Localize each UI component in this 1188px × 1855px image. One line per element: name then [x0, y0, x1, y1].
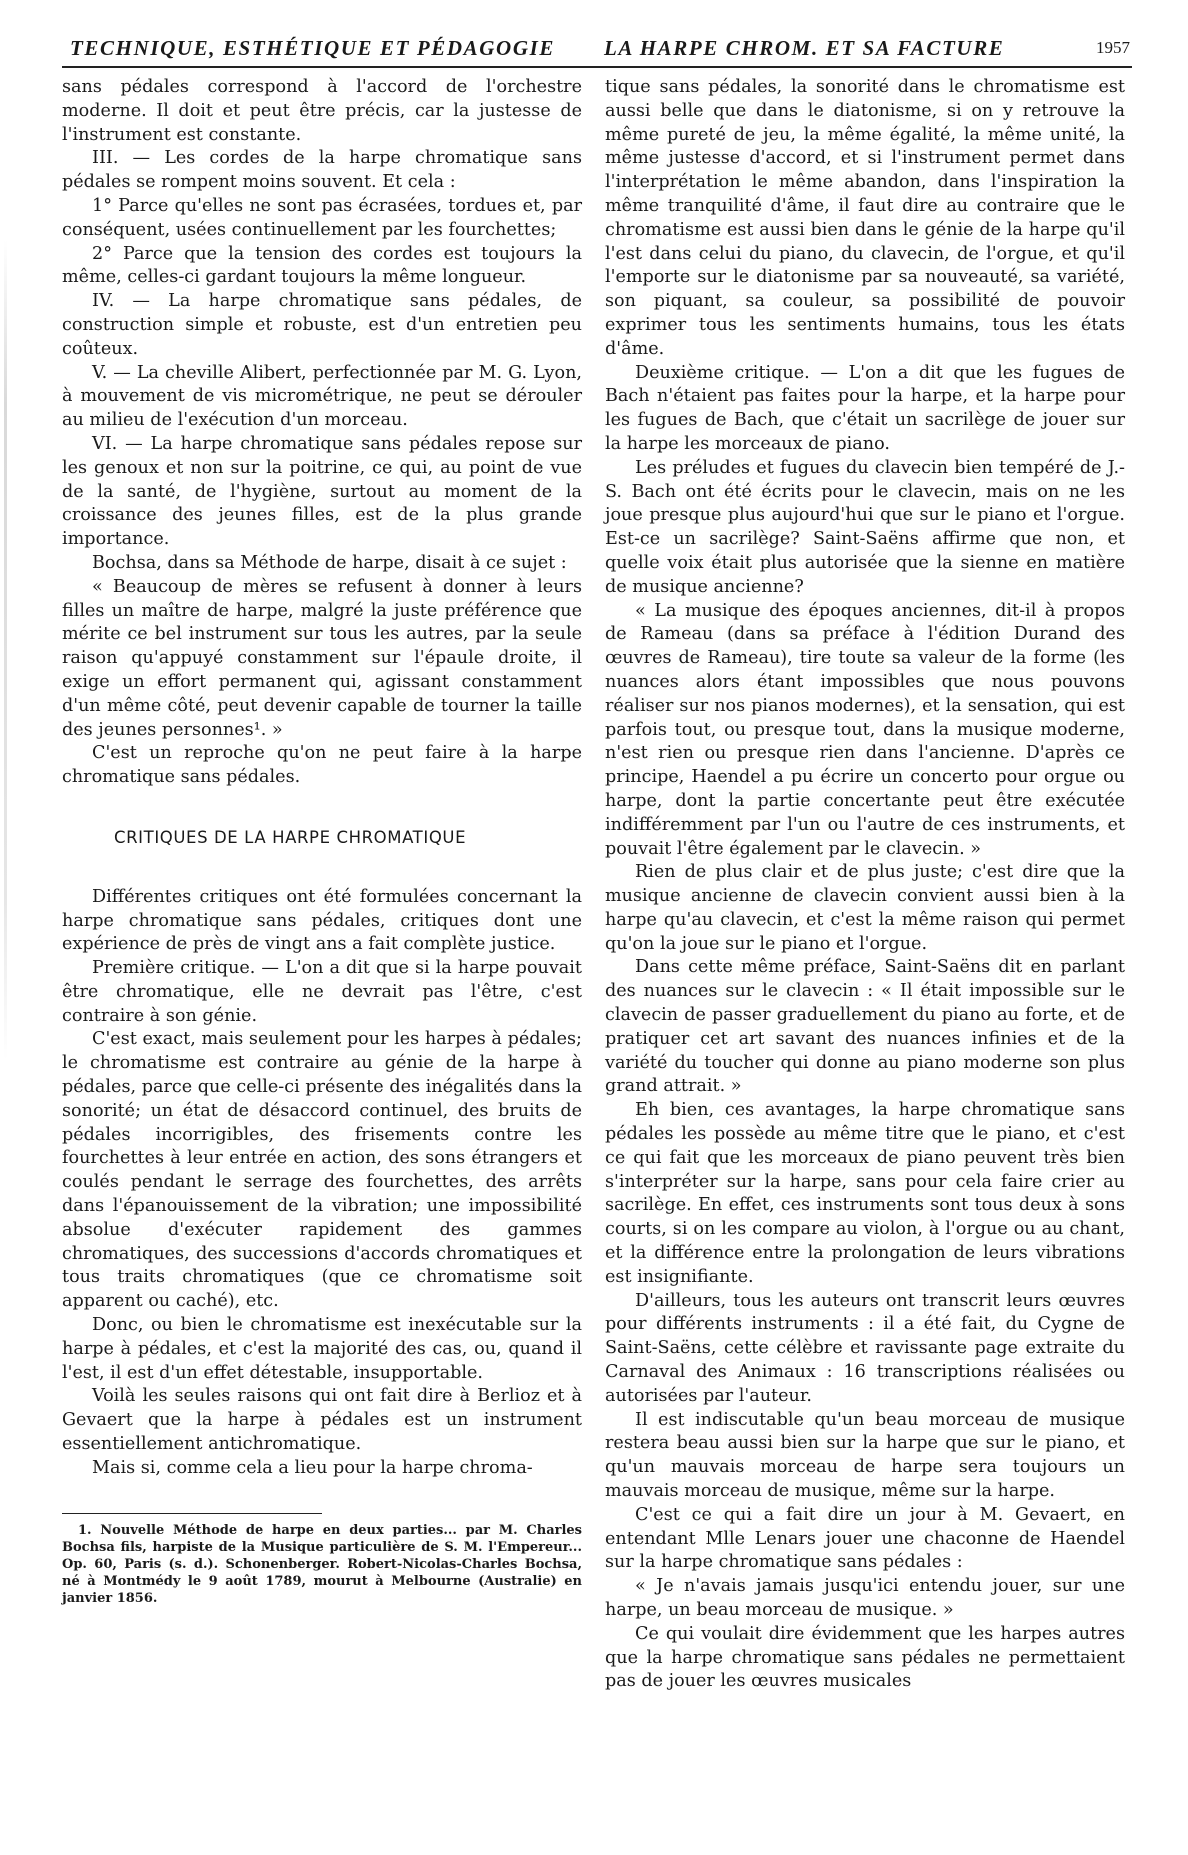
- footnote: [62, 1522, 582, 1607]
- paragraph: C'est ce qui a fait dire un jour à M. Gevaert, en entendant Mlle Lenars jouer une chaconne de Haendel sur la harpe chromatique sans pédales :: [605, 1504, 1125, 1573]
- page-edge-shadow: [4, 240, 7, 1060]
- quotation: « Beaucoup de mères se refusent à donner à leurs filles un maître de harpe, malgré la juste préférence que mérite ce bel instrument sur tous les autres, par la seule raison qu'appuyé constamment sur l'épaule droite, il exige un effort permanent qui, agissant constamment d'un même côté, peut devenir capable de tourner la taille des jeunes personnes¹. »: [62, 576, 582, 740]
- header-rule: [62, 66, 1132, 68]
- paragraph: Différentes critiques ont été formulées concernant la harpe chromatique sans pédales, critiques dont une expérience de près de vingt ans a fait complète justice.: [62, 886, 582, 955]
- paragraph: Deuxième critique. — L'on a dit que les fugues de Bach n'étaient pas faites pour la harpe, et la harpe pour les fugues de Bach, que c'était un sacrilège de jouer sur la harpe les morceaux de piano.: [605, 362, 1125, 454]
- paragraph: Voilà les seules raisons qui ont fait dire à Berlioz et à Gevaert que la harpe à pédales est un instrument essentiellement antichromatique.: [62, 1386, 582, 1455]
- paragraph: VI. — La harpe chromatique sans pédales repose sur les genoux et non sur la poitrine, ce qui, au point de vue de la santé, de l'hygiène, surtout au moment de la croissance des jeunes filles, est de la plus grande importance.: [62, 433, 582, 550]
- paragraph: 2° Parce que la tension des cordes est toujours la même, celles-ci gardant toujours la même longueur.: [62, 243, 582, 288]
- paragraph: 1° Parce qu'elles ne sont pas écrasées, tordues et, par conséquent, usées continuellement par les fourchettes;: [62, 195, 582, 240]
- quotation: « La musique des époques anciennes, dit-il à propos de Rameau (dans sa préface à l'édition Durand des œuvres de Rameau), tire toute sa valeur de la forme (les nuances alors étant impossibles que nous pouvons réaliser sur nos pianos modernes), et la sensation, qui est parfois tout, ou presque tout, dans la musique moderne, n'est rien ou presque rien dans l'ancienne. D'après ce principe, Haendel a pu écrire un concerto pour orgue ou harpe, dont la partie concertante peut être exécutée indifféremment par l'un ou l'autre de ces instruments, et pouvait l'être également par le clavecin. »: [605, 600, 1125, 859]
- paragraph: Dans cette même préface, Saint-Saëns dit en parlant des nuances sur le clavecin : « Il était impossible sur le clavecin de passer graduellement du piano au forte, et de pratiquer cet art savant des nuances infinies et de la variété du toucher qui donne au piano moderne son plus grand attrait. »: [605, 957, 1125, 1097]
- paragraph: C'est exact, mais seulement pour les harpes à pédales; le chromatisme est contraire au génie de la harpe à pédales, parce que celle-ci présente des inégalités dans la sonorité; un état de désaccord continuel, des bruits de pédales incorrigibles, des frisements contre les fourchettes à leur entrée en action, des sons étrangers et coulés pendant le serrage des fourchettes, des arrêts dans l'épanouissement de la vibration; une impossibilité absolue d'exécuter rapidement des gammes chromatiques, des successions d'accords chromatiques et tous traits chromatiques (que ce chromatisme soit apparent ou caché), etc.: [62, 1029, 582, 1312]
- footnote-rule: [62, 1513, 322, 1514]
- paragraph: tique sans pédales, la sonorité dans le chromatisme est aussi belle que dans le diatonisme, si on y retrouve la même pureté de jeu, la même égalité, la même unité, la même justesse d'accord, et si l'instrument permet dans l'interprétation le même abandon, dans l'inspiration la même tranquilité d'âme, il faut dire au contraire que le chromatisme est aussi bien dans le génie de la harpe qu'il l'est dans celui du piano, du clavecin, de l'orgue, et qu'il l'emporte sur le diatonisme par sa nouveauté, sa variété, son piquant, sa couleur, sa possibilité de pouvoir exprimer tous les sentiments humains, tous les états d'âme.: [605, 77, 1125, 359]
- paragraph: Bochsa, dans sa Méthode de harpe, disait à ce sujet :: [92, 552, 567, 573]
- paragraph: D'ailleurs, tous les auteurs ont transcrit leurs œuvres pour différents instruments : il a été fait, du Cygne de Saint-Saëns, cette célèbre et ravissante page extraite du Carnaval des Animaux : 16 transcriptions réalisées ou autorisées par l'auteur.: [605, 1290, 1125, 1406]
- paragraph: Il est indiscutable qu'un beau morceau de musique restera beau aussi bien sur la harpe que sur le piano, et qu'un mauvais morceau de harpe sera toujours un mauvais morceau de musique, même sur la harpe.: [605, 1409, 1125, 1502]
- paragraph: IV. — La harpe chromatique sans pédales, de construction simple et robuste, est d'un entretien peu coûteux.: [62, 291, 582, 359]
- paragraph: sans pédales correspond à l'accord de l'orchestre moderne. Il doit et peut être précis, car la justesse de l'instrument est constante.: [62, 77, 582, 145]
- paragraph: Première critique. — L'on a dit que si la harpe pouvait être chromatique, elle ne devrait pas l'être, c'est contraire à son génie.: [62, 958, 582, 1026]
- right-column: [605, 76, 1125, 1694]
- paragraph: C'est un reproche qu'on ne peut faire à la harpe chromatique sans pédales.: [62, 743, 582, 788]
- paragraph: Ce qui voulait dire évidemment que les harpes autres que la harpe chromatique sans pédales ne permettaient pas de jouer les œuvres musicales: [605, 1623, 1125, 1692]
- paragraph: Les préludes et fugues du clavecin bien tempéré de J.-S. Bach ont été écrits pour le clavecin, mais on ne les joue presque plus aujourd'hui que sur le piano et l'orgue. Est-ce un sacrilège? Saint-Saëns affirme que non, et quelle voix était plus autorisée que la sienne en matière de musique ancienne?: [605, 457, 1125, 597]
- paragraph: Eh bien, ces avantages, la harpe chromatique sans pédales les possède au même titre que le piano, et c'est ce qui fait que les morceaux de piano peuvent très bien s'interpréter sur la harpe, sans pour cela faire crier au sacrilège. En effet, ces instruments sont tous deux à sons courts, si on les compare au violon, à l'orgue ou au chant, et la différence entre la prolongation de leurs vibrations est insignifiante.: [605, 1100, 1125, 1287]
- paragraph: Donc, ou bien le chromatisme est inexécutable sur la harpe à pédales, et c'est la majorité des cas, ou, quand il l'est, il est d'un effet détestable, insupportable.: [62, 1315, 582, 1383]
- paragraph: III. — Les cordes de la harpe chromatique sans pédales se rompent moins souvent. Et cela :: [62, 148, 582, 193]
- footnote-text: 1. Nouvelle Méthode de harpe en deux parties... par M. Charles Bochsa fils, harpiste de la Musique particulière de S. M. l'Empereur... Op. 60, Paris (s. d.). Schonenberger. Robert-Nicolas-Charles Bochsa, né à Montmédy le 9 août 1789, mourut à Melbourne (Australie) en janvier 1856.: [62, 1522, 582, 1606]
- page-number: 1957: [1096, 38, 1130, 57]
- paragraph: Rien de plus clair et de plus juste; c'est dire que la musique ancienne de clavecin convient aussi bien à la harpe qu'au clavecin, et c'est la même raison qui permet qu'on la joue sur le piano et l'orgue.: [605, 862, 1125, 954]
- paragraph: V. — La cheville Alibert, perfectionnée par M. G. Lyon, à mouvement de vis micrométrique, ne peut se dérouler au milieu de l'exécution d'un morceau.: [62, 362, 582, 431]
- left-column: [62, 76, 582, 1607]
- header-right: LA HARPE CHROM. ET SA FACTURE: [604, 36, 1005, 60]
- paragraph: Mais si, comme cela a lieu pour la harpe chroma-: [92, 1457, 533, 1478]
- header-left: TECHNIQUE, ESTHÉTIQUE ET PÉDAGOGIE: [70, 36, 555, 60]
- running-header: [70, 36, 1130, 64]
- section-title: CRITIQUES DE LA HARPE CHROMATIQUE: [114, 827, 467, 847]
- quotation: « Je n'avais jamais jusqu'ici entendu jouer, sur une harpe, un beau morceau de musique. »: [605, 1576, 1125, 1620]
